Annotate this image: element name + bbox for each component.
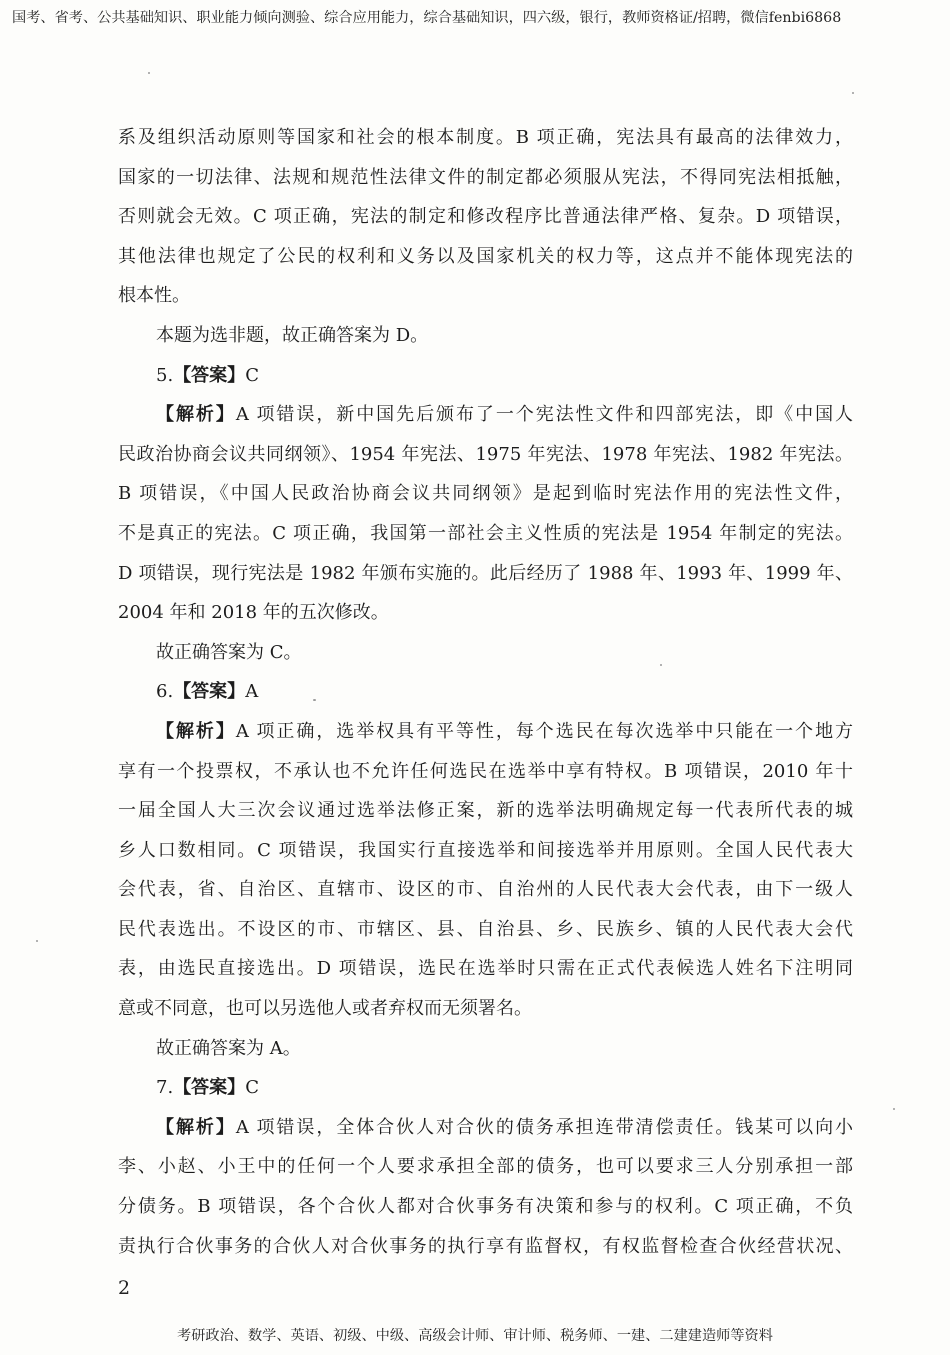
text-line: 国家的一切法律、法规和规范性法律文件的制定都必须服从宪法，不得同宪法相抵触，	[118, 166, 853, 188]
text-line: 7.【答案】C	[156, 1077, 259, 1099]
scan-speck	[148, 72, 150, 74]
text-line: 享有一个投票权，不承认也不允许任何选民在选举中享有特权。B 项错误，2010 年十	[118, 760, 853, 782]
label-tag: 【解析】	[156, 1116, 236, 1138]
scan-speck	[36, 940, 38, 942]
scan-speck	[893, 1108, 895, 1110]
text-line: 【解析】A 项错误，新中国先后颁布了一个宪法性文件和四部宪法，即《中国人	[156, 404, 853, 426]
text-line: 分债务。B 项错误，各个合伙人都对合伙事务有决策和参与的权利。C 项正确，不负	[118, 1196, 853, 1218]
text-line: 责执行合伙事务的合伙人对合伙事务的执行享有监督权，有权监督检查合伙经营状况、	[118, 1235, 853, 1257]
text-line: 民代表选出。不设区的市、市辖区、县、自治县、乡、民族乡、镇的人民代表大会代	[118, 918, 853, 940]
label-tag: 【答案】	[173, 681, 246, 703]
text-line: 2004 年和 2018 年的五次修改。	[118, 602, 389, 624]
text-line: 李、小赵、小王中的任何一个人要求承担全部的债务，也可以要求三人分别承担一部	[118, 1156, 853, 1178]
scan-speck	[313, 699, 316, 701]
text-line: 【解析】A 项错误，全体合伙人对合伙的债务承担连带清偿责任。钱某可以向小	[156, 1116, 853, 1138]
text-line: 表，由选民直接选出。D 项错误，选民在选举时只需在正式代表候选人姓名下注明同	[118, 958, 853, 980]
text-line: 不是真正的宪法。C 项正确，我国第一部社会主义性质的宪法是 1954 年制定的宪法。	[118, 522, 853, 544]
page-number: 2	[118, 1277, 131, 1299]
text-line: 5.【答案】C	[156, 364, 259, 386]
scan-speck	[852, 92, 854, 94]
text-line: 故正确答案为 A。	[156, 1037, 301, 1059]
text-line: B 项错误，《中国人民政治协商会议共同纲领》是起到临时宪法作用的宪法性文件，	[118, 483, 853, 505]
header-banner: 国考、省考、公共基础知识、职业能力倾向测验、综合应用能力，综合基础知识，四六级，银行，教师资格证/招聘，微信fenbi6868	[12, 10, 842, 26]
text-line: 会代表，省、自治区、直辖市、设区的市、自治州的人民代表大会代表，由下一级人	[118, 879, 853, 901]
text-line: 其他法律也规定了公民的权利和义务以及国家机关的权力等，这点并不能体现宪法的	[118, 245, 853, 267]
text-line: 否则就会无效。C 项正确，宪法的制定和修改程序比普通法律严格、复杂。D 项错误，	[118, 206, 853, 228]
label-tag: 【答案】	[173, 1077, 246, 1099]
body-text	[118, 118, 853, 1266]
footer-banner: 考研政治、数学、英语、初级、中级、高级会计师、审计师、税务师、一建、二建建造师等资料	[177, 1328, 773, 1344]
text-line: 6.【答案】A	[156, 681, 259, 703]
text-line: 故正确答案为 C。	[156, 641, 302, 663]
scan-speck	[660, 664, 662, 666]
label-tag: 【解析】	[156, 720, 236, 742]
text-line: 一届全国人大三次会议通过选举法修正案，新的选举法明确规定每一代表所代表的城	[118, 800, 853, 822]
text-line: 意或不同意，也可以另选他人或者弃权而无须署名。	[118, 998, 532, 1020]
text-line: 系及组织活动原则等国家和社会的根本制度。B 项正确，宪法具有最高的法律效力，	[118, 127, 853, 148]
label-tag: 【解析】	[156, 404, 236, 426]
text-line: 民政治协商会议共同纲领》、1954 年宪法、1975 年宪法、1978 年宪法、1982 年宪法。	[118, 443, 853, 465]
text-line: D 项错误，现行宪法是 1982 年颁布实施的。此后经历了 1988 年、1993 年、1999 年、	[118, 562, 853, 584]
text-line: 根本性。	[118, 285, 190, 307]
label-tag: 【答案】	[173, 364, 246, 386]
text-line: 乡人口数相同。C 项错误，我国实行直接选举和间接选举并用原则。全国人民代表大	[118, 839, 853, 861]
text-line: 【解析】A 项正确，选举权具有平等性，每个选民在每次选举中只能在一个地方	[156, 720, 853, 742]
text-line: 本题为选非题，故正确答案为 D。	[156, 324, 429, 346]
